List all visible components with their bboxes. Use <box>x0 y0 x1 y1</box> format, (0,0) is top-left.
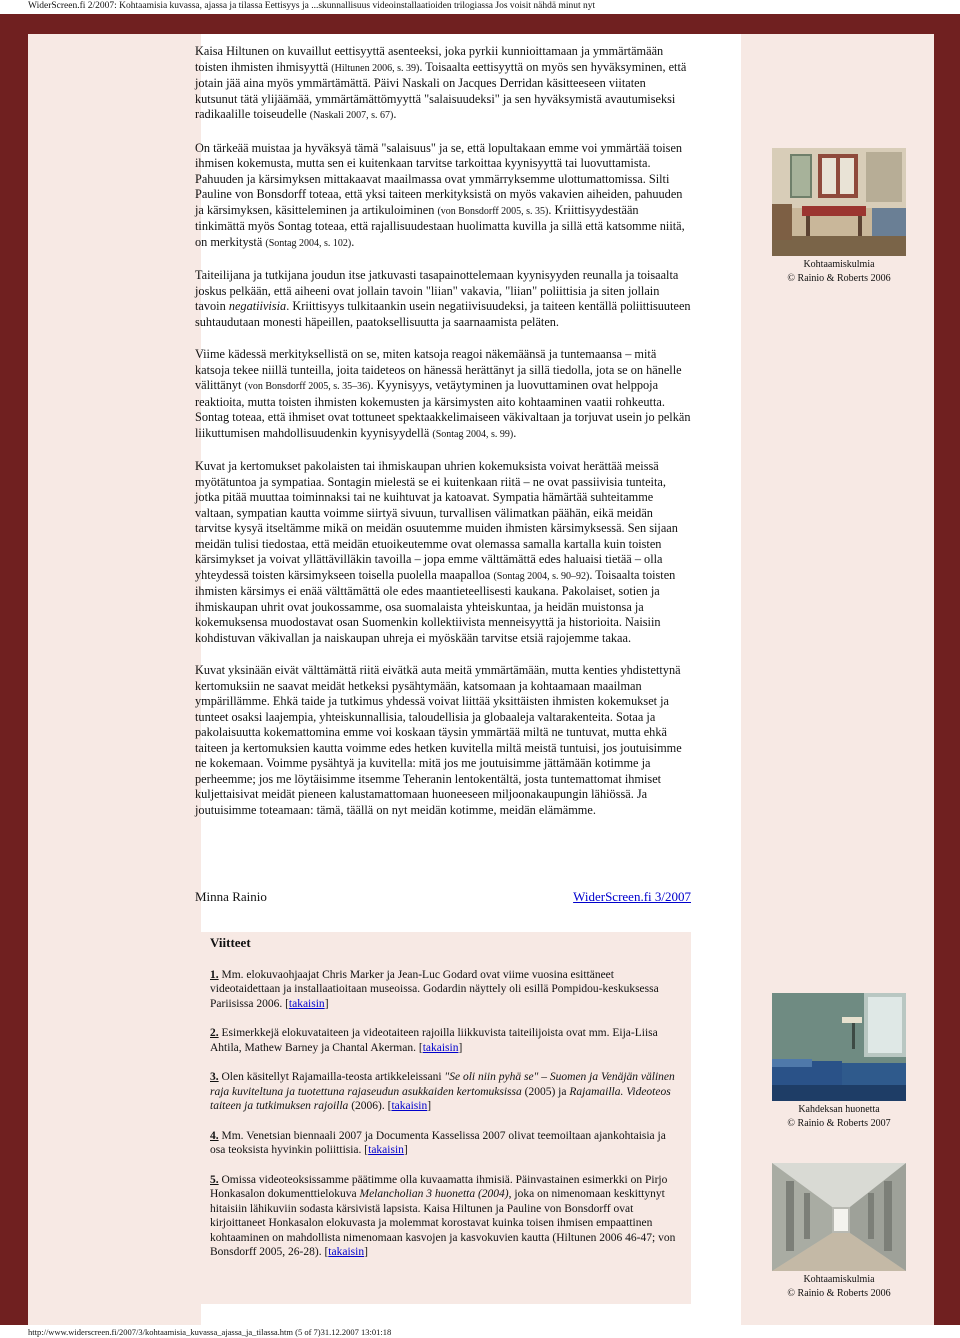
text-run: Kuvat ja kertomukset pakolaisten tai ihmiskaupan uhrien kokemuksista voivat herättää meissä myötätuntoa ja sympatiaa. Sontagin mielestä se ei kuitenkaan riitä – ne ovat passiivisia tunteita, jotka pitää muuttaa toiminnaksi tai ne kuihtuvat ja katoavat. Sympatia hämärtää suhteitamme valtaan, sympatian kautta voimme siirtyä sivuun, turvallisen välimatkan päähän, eikä meidän tarvitse kysyä itseltämme mikä on meidän osuutemme muiden ihmisten kärsimyksessä. Sen sijaan meidän tulisi tiedostaa, että meidän etuoikeutemme ovat olemassa samalla kartalla kuin toisten kärsimykset ja voivat yllättävilläkin tavoilla – jopa emme välttämättä edes haluaisi tietää – olla yhteydessä toisten kärsimykseen toisella puolella maapalloa <box>195 459 678 582</box>
paragraph <box>195 44 691 124</box>
text-run: Kaisa Hiltunen on kuvaillut eettisyyttä asenteeksi, joka pyrkii kunnioittamaan ja ymmärtämään toisten ihmisten ihmisyyttä <box>195 44 664 74</box>
room-photo-icon <box>772 148 906 256</box>
figure-credit: © Rainio & Roberts 2006 <box>787 273 891 284</box>
emphasis: Rajamailla. Videoteos taiteen ja tutkimuksen rajoilla <box>210 1085 671 1112</box>
print-header: WiderScreen.fi 2/2007: Kohtaamisia kuvassa, ajassa ja tilassa Eettisyys ja ...skunnallisuus videoinstallaatioiden trilogiassa Jos voisit nähdä minut nyt <box>0 0 960 14</box>
text-run: Taiteilijana ja tutkijana joudun itse jatkuvasti tasapainottelemaan kyynisyyden reunalla ja toisaalta joskus pelkään, että aiheeni ovat jollain tavoin "liian" vakavia, "liian" poliittisia ja siten jollain tavoin <box>195 268 679 313</box>
side-figure-3 <box>758 1163 920 1301</box>
text-run: . Kriittisyys tulkitaankin usein negatiivisuudeksi, ja taiteen kentällä poliittisuuteen suhtaudutaan monesti häpeillen, paatoksellisuutta ja saarnaamista peläten. <box>195 299 691 329</box>
text-run: Kuvat yksinään eivät välttämättä riitä eivätkä auta meitä ymmärtämään, mutta kenties yhdistettynä kertomuksiin ne saavat meidät hetkeksi pysähtymään, katsomaan ja kohtaamaan maailman ympärillämme. Ehkä taide ja tutkimus yhdessä voivat liittää yksittäisten ihmisten kokemukset ja tunteet osaksi laajempia, yhteiskunnallisia, taloudellisia ja globaaleja valtarakenteita. Sotaa ja pakolaisuutta kokemattomina emme voi koskaan täysin ymmärtää miltä ne tuntuvat, mutta ehkä taiteen ja kertomuksien kautta voimme edes hetken kuvitella miltä meistä tuntuisi, jos joutuisimme ne kokemaan. Voimme pysähtyä ja kuvitella: mitä jos me joutuisimme jättämään kotimme ja perheemme; jos me löytäisimme itsemme Teheranin lentokentältä, josta tuntemattomat ihmiset kuljettaisivat meidät pieneen kalustamattomaan huoneeseen miljoonakaupungin lähiössä. Ja joutuisimme toteamaan: tämä, täällä on nyt meidän kotimme, meidän elämämme. <box>195 663 682 817</box>
bedroom-photo-icon <box>772 993 906 1101</box>
reference-item <box>210 1070 680 1114</box>
citation: (von Bonsdorff 2005, s. 35–36) <box>244 381 371 392</box>
emphasis: "Se oli niin pyhä se" – Suomen ja Venäjän välinen raja kuviteltuna ja tuotettuna rajaseudun asukkaiden kertomuksissa <box>210 1071 675 1098</box>
source-link[interactable]: WiderScreen.fi 3/2007 <box>573 889 691 904</box>
text-run: . Toisaalta toisten ihmisten kärsimys ei enää välttämättä ole edes maantieteellisesti kaukana. Pakolaiset, sotien ja ihmiskaupan uhrit ovat joukossamme, osa suomalaista yhteiskuntaa, ja heidän muistonsa ja kokemuksensa muodostavat osan Suomenkin kollektiivista menneisyyttä ja historioita. Naisiin kohdistuvan väkivallan ja naiskaupan uhreja ei myöskään tarvitse etsiä rajojemme takaa. <box>195 567 676 645</box>
reference-item <box>210 968 680 1012</box>
text-run: Olen käsitellyt Rajamailla-teosta artikkeleissani <box>218 1071 445 1083</box>
paragraph <box>195 268 691 330</box>
text-run: ] <box>427 1100 432 1112</box>
paragraph <box>195 459 691 646</box>
figure-credit: © Rainio & Roberts 2007 <box>787 1118 891 1129</box>
figure-caption: Kahdeksan huonetta <box>798 1104 880 1115</box>
emphasis: Melancholian 3 huonetta (2004) <box>359 1188 509 1200</box>
paragraph <box>195 663 691 818</box>
reference-number: 5. <box>210 1173 219 1186</box>
side-figure-1 <box>758 148 920 286</box>
text-run: (2006). [ <box>348 1100 392 1112</box>
text-run: . <box>351 234 355 249</box>
figure-caption: Kohtaamiskulmia <box>803 259 875 270</box>
reference-number: 1. <box>210 968 219 981</box>
paragraph <box>195 141 691 252</box>
figure-caption: Kohtaamiskulmia <box>803 1274 875 1285</box>
signature <box>195 889 691 905</box>
back-link[interactable]: takaisin <box>422 1041 459 1054</box>
text-run: ] <box>324 997 329 1010</box>
text-run: On tärkeää muistaa ja hyväksyä tämä "salaisuus" ja se, että lopultakaan emme voi ymmärtää toisen ihmisen kokemusta, mutta sen ei kuitenkaan tarvitse tarkoittaa kyynisyyttä tai luovuttamista. Pahuuden ja kärsimyksen mittakaavat maailmassa ovat ymmärryksemme ulottumattomissa. Silti Pauline von Bonsdorff toteaa, että yksi taiteen merkityksistä on myös vakavien aiheiden, pahuuden ja kärsimyksen, käsitteleminen ja artikuloiminen <box>195 140 683 217</box>
reference-number: 3. <box>210 1071 219 1083</box>
text-run: , joka on nimenomaan keskittynyt hitaisiin lähikuviin sodasta kärsivistä lapsista. Kaisa Hiltunen ja Pauline von Bonsdorff ovat kirjoittaneet Honkasalon elokuvasta ja molemmat korostavat kuinka toisen ihmisen empaattinen kohtaaminen on mahdollista nimenomaan kasvojen ja kasvokuvien kautta (Hiltunen 2006 46-47; von Bonsdorff 2005, 26-28). [ <box>210 1188 676 1258</box>
citation: (Sontag 2004, s. 99) <box>432 428 514 440</box>
references-title: Viitteet <box>210 935 251 950</box>
citation: (Hiltunen 2006, s. 39) <box>331 62 420 74</box>
text-run: . Kriittisyydestään tinkimättä myös Sontag toteaa, että rajallisuudestaan huolimatta kuvilla ja sillä että katsomme niitä, on merkitystä <box>195 202 685 249</box>
article-body <box>195 44 691 835</box>
back-link[interactable]: takaisin <box>328 1246 365 1258</box>
citation: (von Bonsdorff 2005, s. 35) <box>437 205 549 217</box>
reference-number: 4. <box>210 1129 219 1142</box>
emphasis: negatiivisia <box>228 299 287 313</box>
text-run: . <box>513 425 517 440</box>
text-run: Mm. elokuvaohjaajat Chris Marker ja Jean-Luc Godard ovat viime vuosina esittäneet videotaidettaan ja installaatioitaan museoissa. Godardin näyttely oli esillä Pompidou-keskuksessa Pariisissa 2006. [ <box>210 968 659 1010</box>
side-figure-2 <box>758 993 920 1131</box>
reference-item <box>210 1026 680 1055</box>
back-link[interactable]: takaisin <box>368 1144 404 1156</box>
page-frame <box>0 14 960 1325</box>
citation: (Sontag 2004, s. 102) <box>265 237 352 249</box>
text-run: Mm. Venetsian biennaali 2007 ja Documenta Kasselissa 2007 olivat teemoiltaan ajankohtaisia ja osa teoksista hyvinkin poliittisia. [ <box>210 1129 666 1156</box>
text-run: Omissa videoteoksissamme päätimme olla kuvaamatta ihmisiä. Päinvastainen esimerkki on Pirjo Honkasalon dokumenttielokuva <box>210 1173 668 1200</box>
text-run: ] <box>458 1041 463 1054</box>
figure-credit: © Rainio & Roberts 2006 <box>787 1288 891 1299</box>
text-run: Viime kädessä merkityksellistä on se, miten katsoja reagoi näkemäänsä ja tuntemaansa – mitä katsoja tekee niillä tunteilla, joita taideteos on hänessä herättänyt ja sillä tiedolla, jota se on hänelle välittänyt <box>195 347 682 392</box>
text-run: (2005) ja <box>521 1085 570 1098</box>
citation: (Naskali 2007, s. 67) <box>309 110 394 121</box>
text-run: ] <box>403 1144 408 1156</box>
paragraph <box>195 347 691 442</box>
reference-item <box>210 1173 680 1260</box>
text-run: . Toisaalta eettisyyttä on myös sen hyväksyminen, että jotain jää aina myös ymmärtämättä. Päivi Naskali on Jacques Derridan käsitteeseen viitaten kutsunut tätä ylijäämää, ymmärtämättömyyttä "salaisuudeksi" ja sen hyväksymistä avautumiseksi radikaalille toiseudelle <box>195 59 687 121</box>
author-name: Minna Rainio <box>195 889 267 904</box>
text-run: . <box>393 107 397 121</box>
back-link[interactable]: takaisin <box>391 1100 428 1112</box>
print-footer: http://www.widerscreen.fi/2007/3/kohtaamisia_kuvassa_ajassa_ja_tilassa.htm (5 of 7)31.12.2007 13:01:18 <box>28 1327 392 1337</box>
text-run: . Kyynisyys, vetäytyminen ja luovuttaminen ovat helppoja reaktioita, mutta toisten ihmisten kokemusten ja kärsimysten aito kohtaaminen vaatii rohkeutta. Sontag toteaa, että ihmiset ovat tottuneet spektaakkelimaiseen väkivaltaan ja torjuvat usein jo pelkän liikuttumisen mahdollisuudenkin kyynisyydellä <box>195 378 691 440</box>
reference-item <box>210 1129 680 1158</box>
text-run: Esimerkkejä elokuvataiteen ja videotaiteen rajoilla liikkuvista taiteilijoista ovat mm. Eija-Liisa Ahtila, Mathew Barney ja Chantal Akerman. [ <box>210 1027 658 1054</box>
reference-number: 2. <box>210 1027 219 1039</box>
citation: (Sontag 2004, s. 90–92) <box>493 570 590 582</box>
references-box <box>195 932 691 1304</box>
back-link[interactable]: takaisin <box>288 997 325 1010</box>
corridor-photo-icon <box>772 1163 906 1271</box>
text-run: ] <box>364 1246 368 1258</box>
